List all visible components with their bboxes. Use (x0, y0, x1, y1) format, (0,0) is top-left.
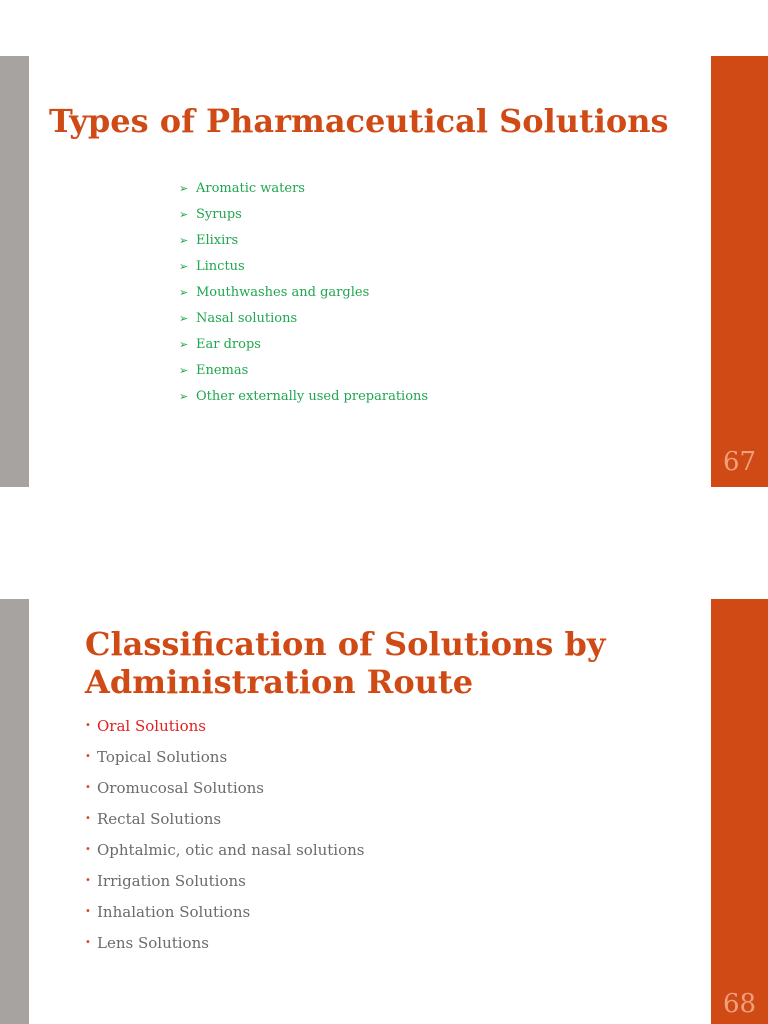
arrow-bullet-icon: ➢ (179, 337, 189, 351)
list-item-label: Syrups (196, 206, 242, 222)
arrow-bullet-icon: ➢ (179, 181, 189, 195)
list-item (179, 357, 428, 383)
list-item-label: Oromucosal Solutions (97, 778, 264, 797)
solution-types-list (179, 175, 428, 409)
left-accent-bar (0, 599, 29, 1024)
list-item (179, 253, 428, 279)
arrow-bullet-icon: ➢ (179, 363, 189, 377)
slide-number: 67 (722, 447, 757, 477)
list-item-label: Nasal solutions (196, 310, 298, 326)
list-item-label: Aromatic waters (196, 180, 305, 196)
list-item (179, 279, 428, 305)
list-item-label: Linctus (196, 258, 245, 274)
list-item-label: Elixirs (196, 232, 239, 248)
arrow-bullet-icon: ➢ (179, 207, 189, 221)
list-item-label: Oral Solutions (97, 716, 206, 735)
bullet-dot-icon: • (85, 937, 91, 948)
left-accent-bar (0, 56, 29, 487)
list-item (179, 175, 428, 201)
list-item (85, 710, 365, 741)
administration-routes-list (85, 710, 365, 958)
list-item (179, 227, 428, 253)
slide-title: Classification of Solutions by Administration Route (85, 625, 606, 701)
list-item (85, 865, 365, 896)
bullet-dot-icon: • (85, 844, 91, 855)
bullet-dot-icon: • (85, 720, 91, 731)
list-item-label: Enemas (196, 362, 249, 378)
list-item-label: Lens Solutions (97, 933, 209, 952)
list-item-label: Irrigation Solutions (97, 871, 246, 890)
list-item (85, 772, 365, 803)
list-item-label: Ophtalmic, otic and nasal solutions (97, 840, 365, 859)
bullet-dot-icon: • (85, 875, 91, 886)
list-item-label: Inhalation Solutions (97, 902, 251, 921)
arrow-bullet-icon: ➢ (179, 389, 189, 403)
list-item (179, 331, 428, 357)
list-item-label: Rectal Solutions (97, 809, 222, 828)
list-item (85, 803, 365, 834)
list-item (85, 896, 365, 927)
list-item (179, 383, 428, 409)
right-accent-bar (711, 56, 768, 487)
arrow-bullet-icon: ➢ (179, 285, 189, 299)
list-item (85, 927, 365, 958)
list-item-label: Topical Solutions (97, 747, 228, 766)
slide-68 (0, 599, 768, 1024)
bullet-dot-icon: • (85, 751, 91, 762)
right-accent-bar (711, 599, 768, 1024)
bullet-dot-icon: • (85, 906, 91, 917)
list-item (179, 201, 428, 227)
slide-number: 68 (722, 989, 757, 1019)
list-item (179, 305, 428, 331)
slide-title: Types of Pharmaceutical Solutions (49, 102, 669, 140)
list-item-label: Ear drops (196, 336, 261, 352)
arrow-bullet-icon: ➢ (179, 259, 189, 273)
list-item (85, 834, 365, 865)
list-item (85, 741, 365, 772)
slide-67 (0, 56, 768, 487)
arrow-bullet-icon: ➢ (179, 233, 189, 247)
arrow-bullet-icon: ➢ (179, 311, 189, 325)
list-item-label: Mouthwashes and gargles (196, 284, 370, 300)
bullet-dot-icon: • (85, 813, 91, 824)
bullet-dot-icon: • (85, 782, 91, 793)
list-item-label: Other externally used preparations (196, 388, 429, 404)
